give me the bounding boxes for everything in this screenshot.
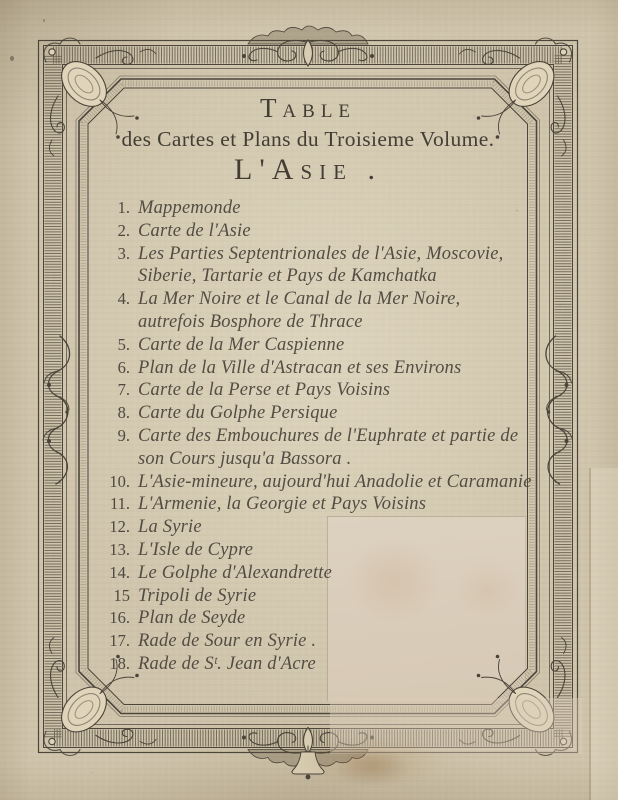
toc-item-number: 9. (117, 425, 130, 445)
toc-item-number: 10. (109, 471, 130, 491)
toc-item-text: Carte de la Perse et Pays Voisins (138, 380, 391, 401)
toc-item-text: L'Asie-mineure, aujourd'hui Anadolie et Caramanie (138, 471, 532, 492)
toc-item-text: autrefois Bosphore de Thrace (138, 311, 363, 332)
toc-item-number: 18. (109, 653, 130, 673)
toc-item-number: 15 (113, 585, 130, 605)
toc-item-number: 12. (109, 517, 130, 537)
toc-item-text: L'Isle de Cypre (138, 539, 254, 560)
toc-item-number: 14. (109, 562, 130, 582)
stain-blot (334, 748, 410, 786)
toc-item-text: Carte du Golphe Persique (138, 403, 338, 424)
toc-item-row (100, 221, 530, 244)
toc-item-number: 2. (117, 220, 130, 240)
toc-item-row (100, 335, 530, 358)
toc-item-text: Carte de l'Asie (138, 220, 251, 241)
toc-item-row (100, 472, 530, 495)
toc-item-text: Siberie, Tartarie et Pays de Kamchatka (138, 266, 437, 287)
toc-item-text: Le Golphe d'Alexandrette (138, 562, 333, 583)
toc-item-number: 7. (117, 380, 130, 400)
toc-item-row (100, 426, 530, 449)
toc-item-row (100, 198, 530, 221)
toc-item-row (100, 654, 530, 677)
toc-item-row (100, 563, 530, 586)
page-header (90, 94, 526, 186)
toc-item-number: 1. (117, 198, 130, 217)
page-title: Table (259, 93, 357, 123)
foxing-specks (10, 56, 14, 61)
toc-item-text: Rade de Sour en Syrie . (138, 631, 317, 652)
toc-item-row (100, 608, 530, 631)
toc-item-text: Tripoli de Syrie (138, 585, 257, 606)
toc-item-text: Mappemonde (138, 198, 241, 218)
toc-item-continuation (100, 266, 530, 289)
toc-item-text: Carte de la Mer Caspienne (138, 334, 345, 355)
toc-item-text: La Mer Noire et le Canal de la Mer Noire, (138, 289, 461, 310)
toc-item-row (100, 380, 530, 403)
toc-item-row (100, 586, 530, 609)
toc-list (100, 198, 530, 677)
toc-item-text: La Syrie (138, 517, 202, 538)
toc-item-number: 11. (109, 494, 130, 514)
page-subtitle: des Cartes et Plans du Troisieme Volume. (121, 127, 495, 151)
toc-item-number: 6. (117, 357, 130, 377)
toc-item-text: Les Parties Septentrionales de l'Asie, Moscovie, (138, 243, 504, 264)
toc-item-number: 5. (117, 334, 130, 354)
toc-item-row (100, 631, 530, 654)
toc-item-continuation (100, 449, 530, 472)
toc-item-number: 16. (109, 608, 130, 628)
volume-title: L'Asie . (234, 153, 382, 186)
toc-item-continuation (100, 312, 530, 335)
toc-item-row (100, 517, 530, 540)
toc-item-row (100, 494, 530, 517)
page-edge-strip (591, 468, 618, 800)
toc-item-text: son Cours jusqu'a Bassora . (138, 448, 352, 469)
toc-item-row (100, 358, 530, 381)
toc-item-row (100, 244, 530, 267)
toc-item-text: L'Armenie, la Georgie et Pays Voisins (138, 494, 427, 515)
toc-item-text: Rade de Sᵗ. Jean d'Acre (138, 653, 316, 674)
toc-item-number: 17. (109, 631, 130, 651)
toc-item-number: 13. (109, 539, 130, 559)
toc-item-text: Plan de Seyde (138, 608, 246, 629)
toc-item-text: Plan de la Ville d'Astracan et ses Environs (138, 357, 462, 378)
toc-item-number: 4. (117, 289, 130, 309)
toc-item-number: 3. (117, 243, 130, 263)
toc-item-text: Carte des Embouchures de l'Euphrate et partie de (138, 425, 519, 446)
toc-item-row (100, 289, 530, 312)
toc-item-row (100, 403, 530, 426)
toc-item-number: 8. (117, 403, 130, 423)
toc-item-row (100, 540, 530, 563)
